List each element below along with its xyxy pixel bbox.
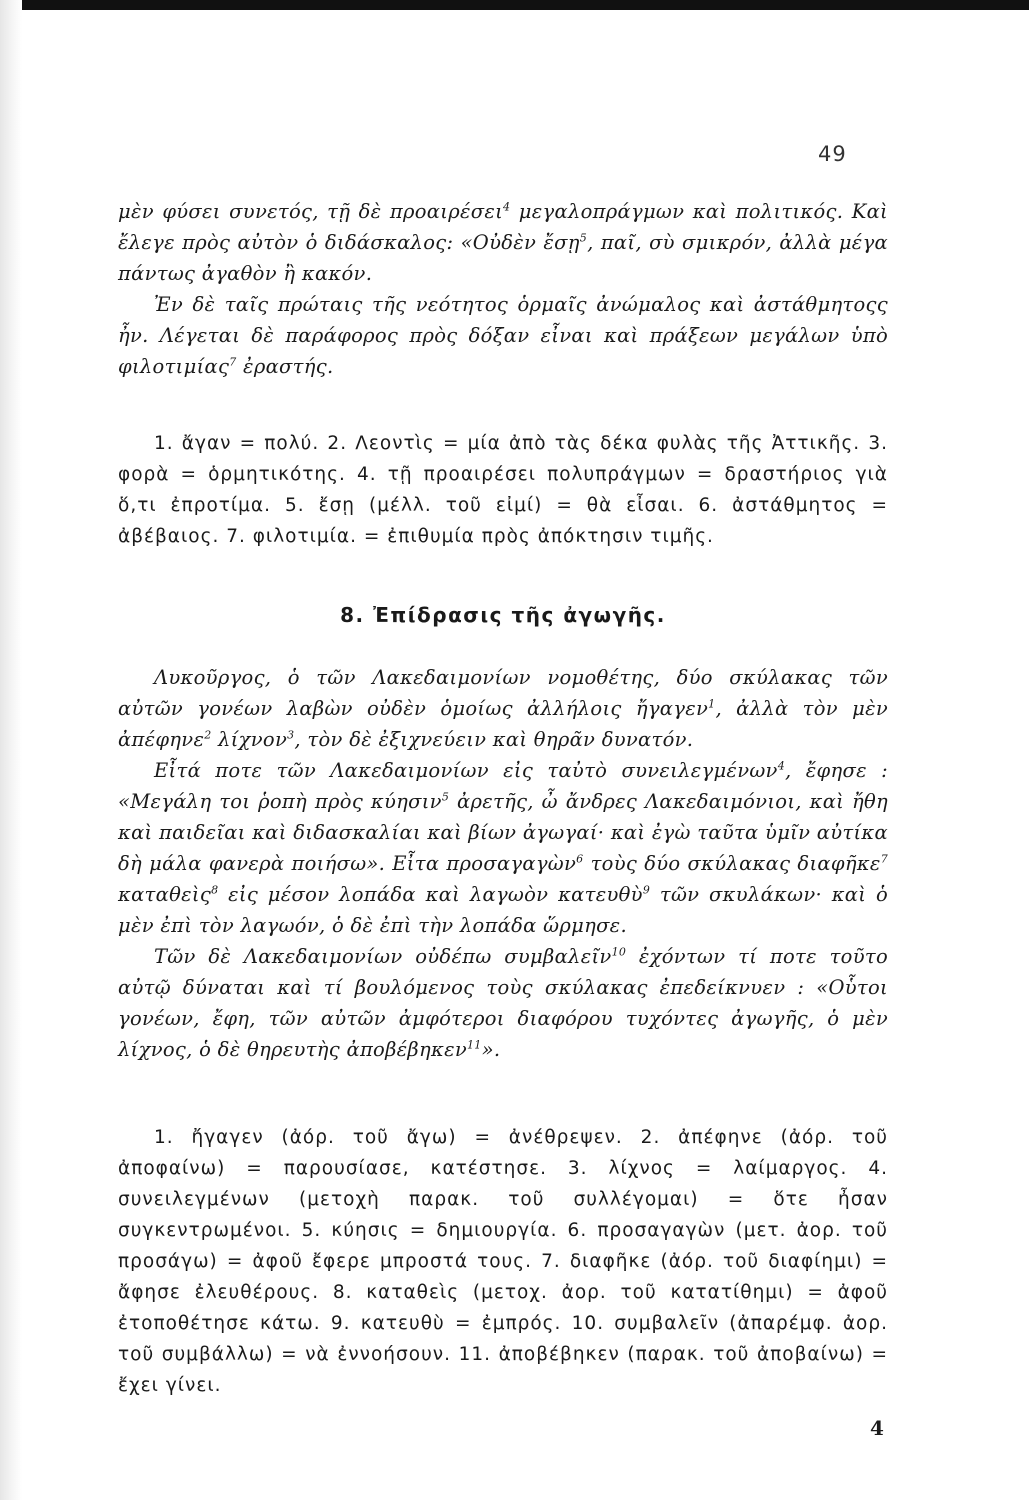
paragraph: Εἶτά ποτε τῶν Λακεδαιμονίων εἰς ταὐτὸ συνειλεγμένων$^4$, ἔφησε : «Μεγάλη τοι ῥοπὴ πρὸς κύησιν$^5$ ἀρετῆς, ὦ ἄνδρες Λακεδαιμόνιοι, καὶ ἤθη καὶ παιδεῖαι καὶ διδασκαλίαι καὶ βίων ἀγωγαί· καὶ ἐγὼ ταῦτα ὑμῖν αὐτίκα δὴ μάλα φανερὰ ποιήσω». Εἶτα προσαγαγὼν$^6$ τοὺς δύο σκύλακας διαφῆκε$^7$ καταθεὶς$^8$ εἰς μέσον λοπάδα καὶ λαγωὸν κατευθὺ$^9$ τῶν σκυλάκων· καὶ ὁ μὲν ἐπὶ τὸν λαγωόν, ὁ δὲ ἐπὶ τὴν λοπάδα ὥρμησε. — [118, 759, 888, 937]
paragraph: Τῶν δὲ Λακεδαιμονίων οὐδέπω συμβαλεῖν$^{10}$ ἐχόντων τί ποτε τοῦτο αὐτῷ δύναται καὶ τί βουλόμενος τοὺς σκύλακας ἐπεδείκνυεν : «Οὗτοι γονέων, ἔφη, τῶν αὐτῶν ἀμφότεροι διαφόρου τυχόντες ἀγωγῆς, ὁ μὲν λίχνος, ὁ δὲ θηρευτὴς ἀποβέβηκεν$^{11}$». — [118, 945, 888, 1061]
footnotes-top — [118, 428, 888, 552]
footnote-ref: 5 — [441, 790, 450, 804]
footnote-ref: 4 — [777, 759, 786, 773]
footnote-ref: 6 — [576, 852, 584, 866]
footnote-ref: 4 — [503, 200, 511, 214]
paragraph: Ἐν δὲ ταῖς πρώταις τῆς νεότητος ὁρμαῖς ἀνώμαλος καὶ ἀστάθμητοςς ἦν. Λέγεται δὲ παράφορος πρὸς δόξαν εἶναι καὶ πράξεων μεγάλων ὑπὸ φιλοτιμίας$^7$ ἐραστής. — [118, 293, 888, 378]
footnote-text: 1. ἄγαν = πολύ. 2. Λεοντὶς = μία ἀπὸ τὰς δέκα φυλὰς τῆς Ἀττικῆς. 3. φορὰ = ὁρμητικότης. 4. τῇ προαιρέσει πολυπράγμων = δραστήριος γιὰ ὅ,τι ἐπροτίμα. 5. ἔσῃ (μέλλ. τοῦ εἰμί) = θὰ εἶσαι. 6. ἀστάθμητος = ἀβέβαιος. 7. φιλοτιμία. = ἐπιθυμία πρὸς ἀπόκτησιν τιμῆς. — [118, 433, 888, 547]
page-number: 49 — [818, 142, 847, 166]
footnotes-bottom — [118, 1122, 888, 1401]
paragraph: μὲν φύσει συνετός, τῇ δὲ προαιρέσει$^4$ μεγαλοπράγμων καὶ πολιτικός. Καὶ ἔλεγε πρὸς αὐτὸν ὁ διδάσκαλος: «Οὐδὲν ἔσῃ$^5$, παῖ, σὺ σμικρόν, ἀλλὰ μέγα πάντως ἀγαθὸν ἢ κακόν. — [118, 200, 888, 285]
paragraph: Λυκοῦργος, ὁ τῶν Λακεδαιμονίων νομοθέτης, δύο σκύλακας τῶν αὐτῶν γονέων λαβὼν οὐδὲν ὁμοίως ἀλλήλοις ἤγαγεν$^1$, ἀλλὰ τὸν μὲν ἀπέφηνε$^2$ λίχνον$^3$, τὸν δὲ ἐξιχνεύειν καὶ θηρᾶν δυνατόν. — [118, 666, 889, 751]
footnote-ref: 11 — [467, 1038, 482, 1052]
scan-top-edge — [0, 0, 1029, 10]
footnote-ref: 1 — [708, 697, 716, 711]
footnote-ref: 2 — [204, 728, 212, 742]
signature-mark: 4 — [870, 1416, 884, 1440]
footnote-ref: 3 — [287, 728, 295, 742]
section-heading: 8. Ἐπίδρασις τῆς ἀγωγῆς. — [340, 603, 666, 627]
footnote-ref: 9 — [642, 883, 651, 897]
scan-left-edge — [0, 0, 22, 1500]
top-text-block — [118, 196, 888, 382]
footnote-ref: 5 — [579, 231, 588, 245]
main-text-block — [118, 662, 888, 1065]
footnote-ref: 7 — [880, 852, 888, 866]
footnote-ref: 8 — [211, 883, 219, 897]
footnote-ref: 7 — [229, 355, 237, 369]
footnote-text: 1. ἤγαγεν (ἀόρ. τοῦ ἄγω) = ἀνέθρεψεν. 2. ἀπέφηνε (ἀόρ. τοῦ ἀποφαίνω) = παρουσίασε, κατέστησε. 3. λίχνος = λαίμαργος. 4. συνειλεγμένων (μετοχὴ παρακ. τοῦ συλλέγομαι) = ὅτε ἦσαν συγκεντρωμένοι. 5. κύησις = δημιουργία. 6. προσαγαγὼν (μετ. ἀορ. τοῦ προσάγω) = ἀφοῦ ἔφερε μπροστά τους. 7. διαφῆκε (ἀόρ. τοῦ διαφίημι) = ἄφησε ἐλευθέρους. 8. καταθεὶς (μετοχ. ἀορ. τοῦ κατατίθημι) = ἀφοῦ ἐτοποθέτησε κάτω. 9. κατευθὺ = ἐμπρός. 10. συμβαλεῖν (ἀπαρέμφ. ἀορ. τοῦ συμβάλλω) = νὰ ἐννοήσουν. 11. ἀποβέβηκεν (παρακ. τοῦ ἀποβαίνω) = ἔχει γίνει. — [118, 1127, 888, 1396]
footnote-ref: 10 — [611, 945, 627, 959]
